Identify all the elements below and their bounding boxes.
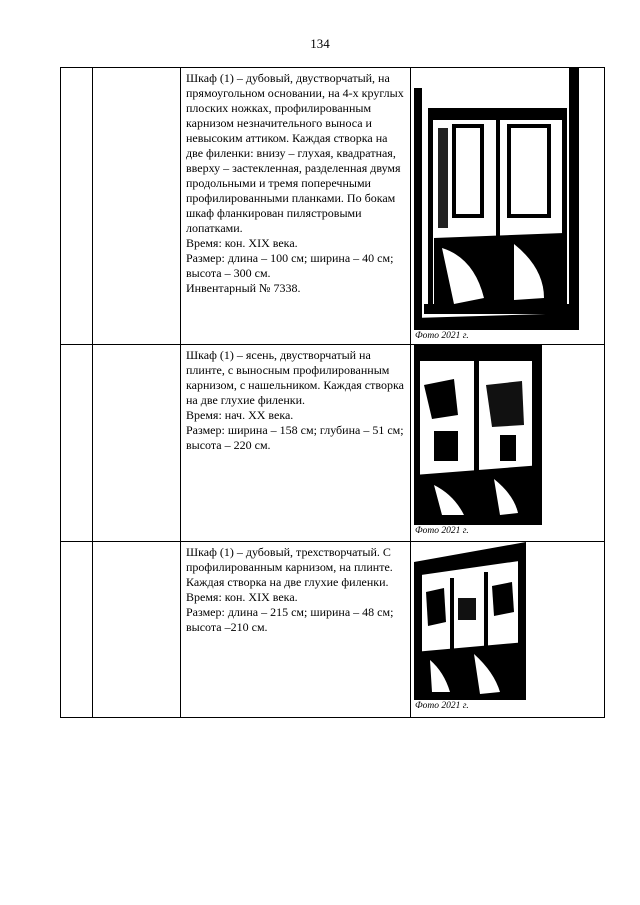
photo-cell	[411, 542, 605, 718]
size-text: Размер: ширина – 158 см; глубина – 51 см; высота – 220 см.	[186, 423, 404, 452]
number-cell	[61, 68, 93, 345]
number-cell	[61, 542, 93, 718]
size-text: Размер: длина – 100 см; ширина – 40 см; высота – 300 см.	[186, 251, 394, 280]
inventory-number-text: Инвентарный № 7338.	[186, 281, 301, 295]
page-number: 134	[310, 36, 330, 51]
name-cell	[93, 68, 181, 345]
description-text: Шкаф (1) – дубовый, трехстворчатый. С профилированным карнизом, на плинте. Каждая створка на две глухие филенки.	[186, 545, 393, 589]
cabinet-photo	[414, 345, 604, 525]
cabinet-photo	[414, 542, 604, 700]
photo-cell	[411, 68, 605, 345]
description-text: Шкаф (1) – ясень, двустворчатый на плинте, с выносным профилированным карнизом, с нашельником. Каждая створка на две глухие филенки.	[186, 348, 404, 407]
name-cell	[93, 345, 181, 542]
name-cell	[93, 542, 181, 718]
description-text: Шкаф (1) – дубовый, двустворчатый, на прямоугольном основании, на 4-х круглых плоских ножках, профилированным карнизом незначительного выноса и невысоким аттиком. Каждая створка на две филенки: внизу – глухая, квадратная, вверху – застекленная, разделенная двумя продольными и тремя поперечными профилированными планками. По бокам шкаф фланкирован пилястровыми лопатками.	[186, 71, 404, 235]
photo-caption: Фото 2021 г.	[415, 526, 469, 536]
description-cell	[181, 345, 411, 542]
table-row	[61, 542, 605, 718]
description-cell	[181, 542, 411, 718]
date-text: Время: кон. XIX века.	[186, 590, 298, 604]
description-cell	[181, 68, 411, 345]
photo-caption: Фото 2021 г.	[415, 701, 469, 711]
photo-cell	[411, 345, 605, 542]
table-row	[61, 68, 605, 345]
date-text: Время: нач. XX века.	[186, 408, 294, 422]
inventory-table	[60, 67, 605, 718]
table-row	[61, 345, 605, 542]
cabinet-photo	[414, 68, 604, 330]
photo-caption: Фото 2021 г.	[415, 331, 469, 341]
size-text: Размер: длина – 215 см; ширина – 48 см; высота –210 см.	[186, 605, 394, 634]
number-cell	[61, 345, 93, 542]
date-text: Время: кон. XIX века.	[186, 236, 298, 250]
